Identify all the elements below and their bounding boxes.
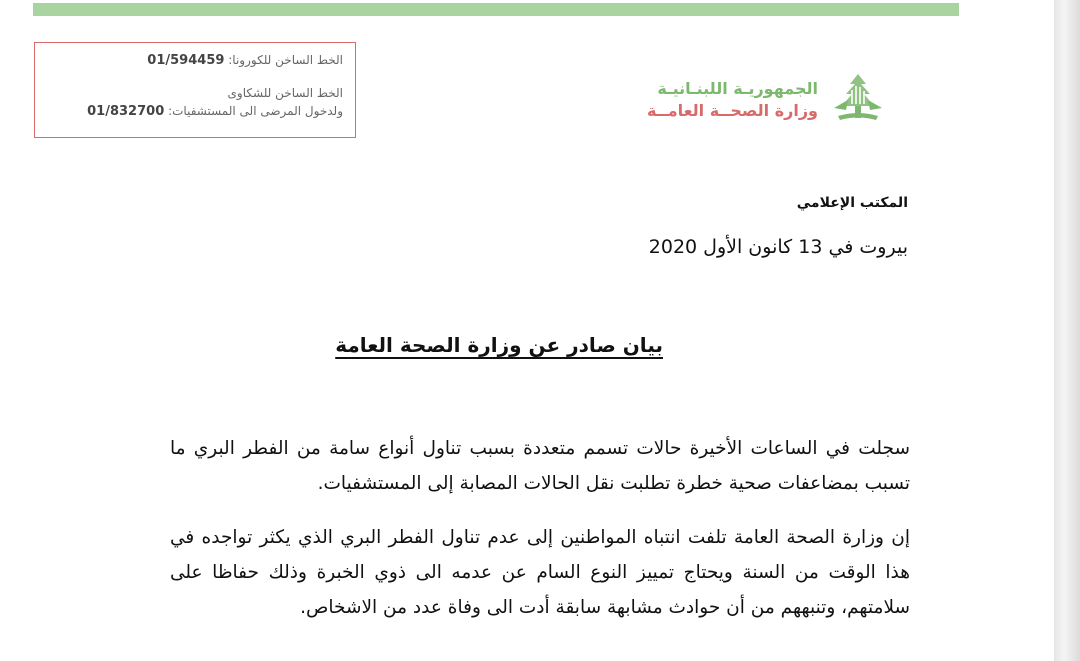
logo-text	[647, 78, 818, 122]
corona-hotline	[45, 51, 343, 70]
ministry-logo	[628, 70, 888, 130]
admission-hotline-number: 01/832700	[87, 104, 165, 119]
complaints-hotline-label: الخط الساخن للشكاوى	[227, 86, 343, 100]
admission-hotline-label: ولدخول المرضى الى المستشفيات:	[168, 104, 343, 118]
dateline: بيروت في 13 كانون الأول 2020	[648, 236, 908, 258]
press-office-label: المكتب الإعلامي	[796, 195, 908, 211]
logo-republic-name: الجمهوريـة اللبنـانيـة	[657, 79, 818, 98]
hotline-box	[34, 42, 356, 138]
paragraph-2: إن وزارة الصحة العامة تلفت انتباه المواطنين إلى عدم تناول الفطر البري الذي يكثر تواجده في هذا الوقت من السنة ويحتاج تمييز النوع السام عن عدمه الى ذوي الخبرة وذلك حفاظا على سلامتهم، وتنبههم من أن حوادث مشابهة سابقة أدت الى وفاة عدد من الاشخاص.	[170, 527, 910, 618]
paragraph-1: سجلت في الساعات الأخيرة حالات تسمم متعددة بسبب تناول أنواع سامة من الفطر البري ما تسبب بمضاعفات صحية خطرة تطلبت نقل الحالات المصابة إلى المستشفيات.	[170, 438, 910, 494]
page-edge-shadow	[1054, 0, 1080, 661]
logo-ministry-name: وزارة الصحــة العامــة	[647, 101, 818, 120]
header-accent-bar	[33, 3, 959, 16]
corona-hotline-label: الخط الساخن للكورونا:	[228, 53, 343, 67]
admission-hotline	[45, 102, 343, 121]
statement-title: بيان صادر عن وزارة الصحة العامة	[335, 333, 663, 357]
corona-hotline-number: 01/594459	[147, 53, 225, 68]
cedar-hand-icon	[828, 70, 888, 126]
